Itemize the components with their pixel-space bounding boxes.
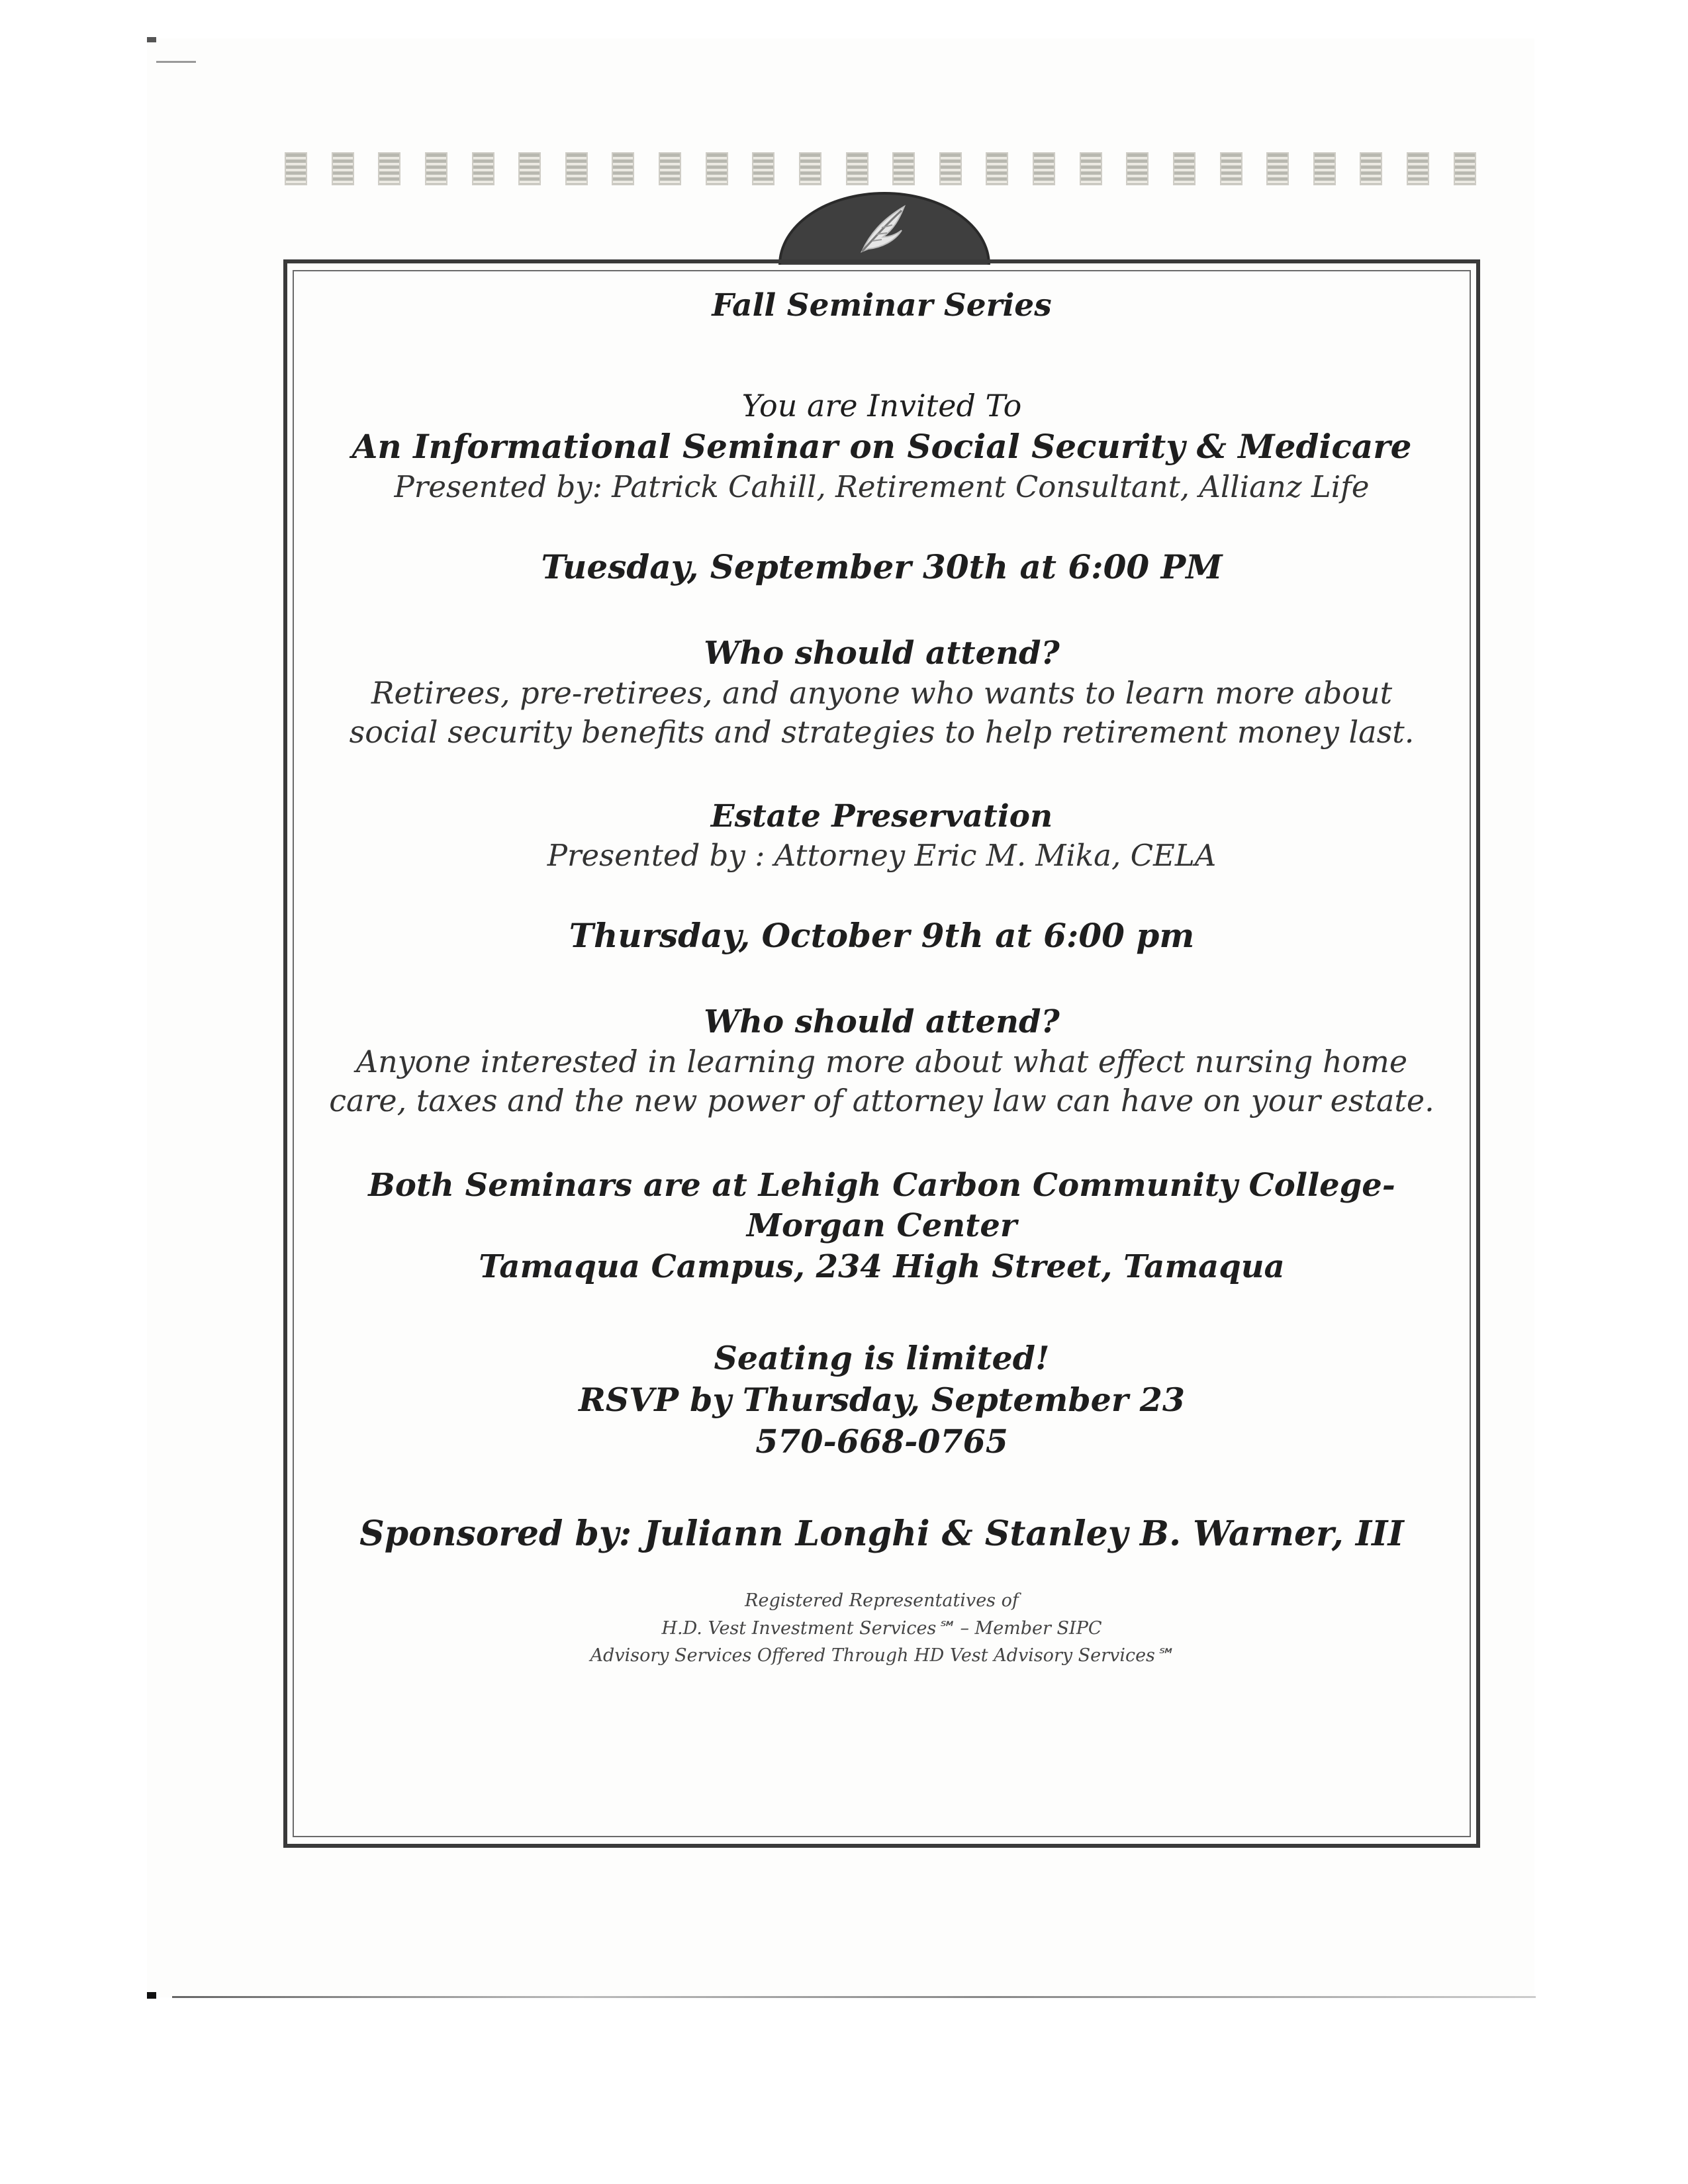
ornament-tile <box>1126 152 1149 185</box>
seminar2-audience-text: Anyone interested in learning more about what effect nursing home care, taxes and the new power of attorney law can have on your estate. <box>329 1044 1434 1118</box>
ornament-tile <box>565 152 588 185</box>
seminar2-audience-heading: Who should attend? <box>704 1003 1060 1040</box>
ornament-tile <box>892 152 915 185</box>
rsvp-deadline: RSVP by Thursday, September 23 <box>579 1380 1185 1419</box>
ornament-tile <box>285 152 307 185</box>
ornament-tile <box>706 152 728 185</box>
seminar1-title: An Informational Seminar on Social Security & Medicare <box>352 427 1412 467</box>
feather-emblem-icon <box>778 192 990 265</box>
ornament-tile <box>1033 152 1055 185</box>
ornament-tile <box>659 152 681 185</box>
seminar1-date: Tuesday, September 30th at 6:00 PM <box>541 547 1223 586</box>
ornament-tile <box>518 152 541 185</box>
sponsor-line: Sponsored by: Juliann Longhi & Stanley B. Warner, III <box>359 1514 1404 1555</box>
ornament-tile <box>332 152 354 185</box>
ornament-tile <box>1454 152 1476 185</box>
ornament-tile <box>472 152 494 185</box>
flyer-content <box>305 273 1459 1670</box>
scan-artifact <box>156 61 196 63</box>
invitation-line: You are Invited To <box>741 388 1022 424</box>
ornament-tile <box>1313 152 1336 185</box>
rsvp-phone: 570-668-0765 <box>755 1422 1008 1461</box>
ornament-tile <box>799 152 821 185</box>
seminar1-audience-heading: Who should attend? <box>704 634 1060 672</box>
ornament-tile <box>846 152 868 185</box>
disclosure-line-1: Registered Representatives of <box>745 1590 1019 1611</box>
ornament-tile <box>752 152 774 185</box>
ornament-tile <box>1080 152 1102 185</box>
disclosure-line-2: H.D. Vest Investment Services℠ – Member SIPC <box>661 1617 1102 1639</box>
series-title: Fall Seminar Series <box>712 287 1052 324</box>
seminar2-date: Thursday, October 9th at 6:00 pm <box>569 915 1195 955</box>
ornament-tile <box>1173 152 1196 185</box>
scan-edge-line <box>172 1996 1536 1998</box>
disclosure-line-3: Advisory Services Offered Through HD Vest Advisory Services℠ <box>590 1645 1174 1666</box>
seminar1-presenter: Presented by: Patrick Cahill, Retirement Consultant, Allianz Life <box>394 469 1370 505</box>
location-line-2: Tamaqua Campus, 234 High Street, Tamaqua <box>479 1248 1285 1285</box>
scan-artifact <box>147 37 156 42</box>
ornament-tile <box>612 152 634 185</box>
seating-notice: Seating is limited! <box>714 1339 1050 1378</box>
ornament-tile <box>1220 152 1243 185</box>
location-line-1: Both Seminars are at Lehigh Carbon Community College-Morgan Center <box>368 1166 1395 1245</box>
ornament-tile <box>378 152 400 185</box>
ornament-tile <box>1360 152 1382 185</box>
ornament-tile <box>1266 152 1289 185</box>
seminar2-presenter: Presented by : Attorney Eric M. Mika, CELA <box>547 837 1217 873</box>
scan-artifact <box>147 1992 156 1999</box>
ornament-tile <box>425 152 447 185</box>
ornament-tile <box>1407 152 1429 185</box>
seminar2-title: Estate Preservation <box>710 797 1053 835</box>
ornament-tile <box>986 152 1008 185</box>
feather-icon <box>853 200 916 259</box>
ornament-tile <box>939 152 962 185</box>
seminar1-audience-text: Retirees, pre-retirees, and anyone who wants to learn more about social security benefits and strategies to help retirement money last. <box>349 675 1415 750</box>
ornamental-border-row <box>285 152 1476 189</box>
